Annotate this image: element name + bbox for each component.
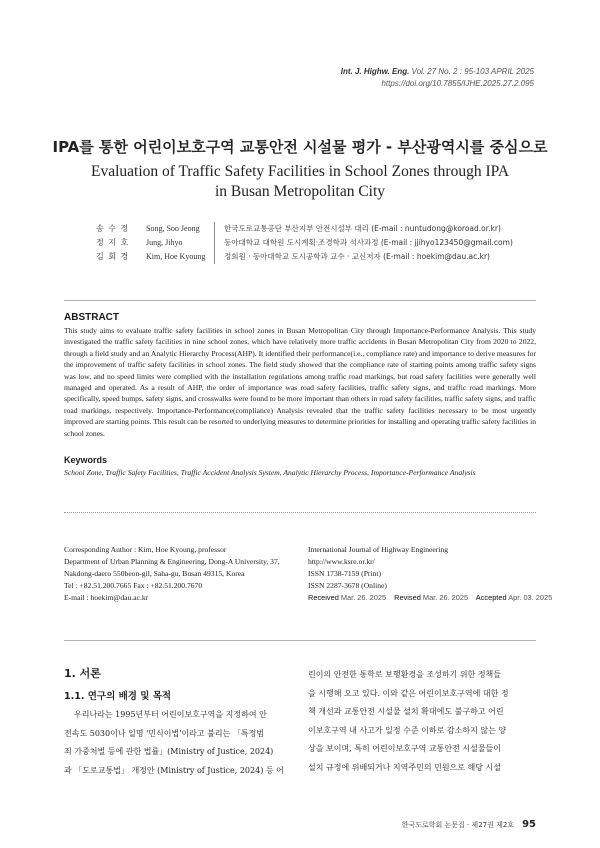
page-number: 95 xyxy=(522,819,536,830)
received-date: Mar. 26. 2025 xyxy=(340,593,387,602)
author-affiliation: 동아대학교 대학원 도시계획·조경학과 석사과정 (E-mail : jjihyo123450@gmail.com) xyxy=(224,238,513,247)
body-top-rule xyxy=(64,640,536,641)
publication-info xyxy=(308,544,558,604)
pub-url[interactable]: http://www.ksre.or.kr/ xyxy=(308,557,375,566)
abstract-top-rule xyxy=(64,300,536,301)
author-name-en: Jung, Jihyo xyxy=(146,238,183,247)
keywords-bottom-rule xyxy=(64,512,536,513)
corr-line: Nakdong-daero 550beon-gil, Saha-gu, Busan 49315, Korea xyxy=(64,569,245,578)
author-row xyxy=(96,222,513,236)
author-divider xyxy=(214,250,224,264)
accepted-label: Accepted xyxy=(475,593,507,602)
body-line: 책 개선과 교통안전 시설물 설치 확대에도 불구하고 어린 xyxy=(308,707,504,716)
body-line: 과 「도로교통법」 개정안 (Ministry of Justice, 2024) 등 어 xyxy=(64,765,284,775)
pub-issn-print: ISSN 1738-7159 (Print) xyxy=(308,569,381,578)
body-line: 우리나라는 1995년부터 어린이보호구역을 지정하여 안 xyxy=(74,710,267,719)
author-row xyxy=(96,236,513,250)
author-list xyxy=(96,222,513,264)
keywords-text: School Zone, Traffic Safety Facilities, Traffic Accident Analysis System, Analytic Hierarchy Process, Importance-Performance Analysis xyxy=(64,468,476,477)
corr-line: Tel : +82.51.200.7665 Fax : +82.51.200.7670 xyxy=(64,581,203,590)
revised-label: Revised xyxy=(394,593,421,602)
journal-name: Int. J. Highw. Eng. xyxy=(340,67,410,76)
footer-journal-issue: 한국도로학회 논문집 · 제27권 제2호 xyxy=(401,821,515,829)
author-divider xyxy=(214,222,224,236)
abstract-text: This study aims to evaluate traffic safety facilities in school zones in Busan Metropolitan City through Importance-Performance Analysis. This study investigated the traffic safety facilities in nine school zones, which have relatively more traffic accidents in Busan Metropolitan City from 2020 to 2022, through a field study and an Analytic Hierarchy Process(AHP). It identified their performance(i.e., compliance rate) and importance to derive measures for the improvement of traffic safety facilities in school zones. The field study showed that the compliance rate of starting points among traffic safety signs was low, and no speed limits were complied with the installation regulations among traffic road markings, but road safety facilities were generally well managed and operated. As a result of AHP, the order of importance was road safety facilities, traffic safety signs, and traffic road markings. More specifically, speed bumps, safety signs, and crosswalks were found to be more important than others in road safety facilities, traffic safety signs, and traffic road markings, respectively. Importance-Performance(compliance) Analysis revealed that the traffic safety facilities necessary to be most urgently improved are starting points. This result can be resorted to underlying measures to determine priorities for installing and operating traffic safety facilities in school zones. xyxy=(64,326,536,438)
revised-date: Mar. 26. 2025 xyxy=(422,593,469,602)
abstract-heading: ABSTRACT xyxy=(64,312,119,323)
title-english xyxy=(60,162,540,202)
keywords-heading: Keywords xyxy=(64,455,108,465)
journal-doi[interactable]: https://doi.org/10.7855/IJHE.2025.27.2.095 xyxy=(381,79,534,88)
author-divider xyxy=(214,236,224,250)
author-name-en: Song, Soo Jeong xyxy=(146,224,200,233)
author-name-en: Kim, Hoe Kyoung xyxy=(146,252,206,261)
author-name-ko: 김 회 경 xyxy=(96,252,130,261)
author-row xyxy=(96,250,513,264)
title-korean: IPA를 통한 어린이보호구역 교통안전 시설물 평가 - 부산광역시를 중심으로 xyxy=(52,138,548,156)
body-line: 전속도 5030이나 일명 '민식이법'이라고 불리는 「특정범 xyxy=(64,728,265,738)
accepted-date: Apr. 03. 2025 xyxy=(508,593,553,602)
pub-journal: International Journal of Highway Engineering xyxy=(308,545,449,554)
section-heading: 1. 서론 xyxy=(64,667,101,680)
article-dates xyxy=(308,592,558,604)
pub-issn-online: ISSN 2287-3678 (Online) xyxy=(308,581,387,590)
corr-line: Corresponding Author : Kim, Hoe Kyoung, professor xyxy=(64,545,227,554)
body-column-left xyxy=(64,706,284,780)
body-line: 린이의 안전한 통학로 보행환경을 조성하기 위한 정책들 xyxy=(308,670,501,679)
body-line: 이보호구역 내 사고가 일정 수준 이하로 감소하지 않는 양 xyxy=(308,725,507,735)
author-name-ko: 정 지 호 xyxy=(96,238,130,247)
corresponding-author-info xyxy=(64,544,280,604)
author-name-ko: 송 수 정 xyxy=(96,224,130,233)
body-line: 설치 규정에 위배되거나 지역주민의 민원으로 해당 시설 xyxy=(308,762,501,772)
body-line: 죄 가중처벌 등에 관한 법률」(Ministry of Justice, 2024) xyxy=(64,747,274,756)
author-affiliation: 한국도로교통공단 부산지부 안전시설부 대리 (E-mail : nuntudong@koroad.or.kr) xyxy=(224,224,501,233)
page-footer xyxy=(402,819,536,830)
journal-reference xyxy=(341,66,534,90)
corr-email: E-mail : hoekim@dau.ac.kr xyxy=(64,593,149,602)
subsection-heading: 1.1. 연구의 배경 및 목적 xyxy=(64,691,172,702)
title-english-line1: Evaluation of Traffic Safety Facilities in School Zones through IPA xyxy=(90,163,510,180)
journal-citation: Vol. 27 No. 2 : 95-103 APRIL 2025 xyxy=(411,67,534,76)
corr-line: Department of Urban Planning & Engineering, Dong-A University, 37, xyxy=(64,557,280,566)
title-english-line2: in Busan Metropolitan City xyxy=(214,183,386,200)
body-line: 을 시행해 오고 있다. 이와 같은 어린이보호구역에 대한 정 xyxy=(308,688,509,698)
body-column-right xyxy=(308,666,536,777)
body-line: 상을 보이며, 특히 어린이보호구역 교통안전 시설물들이 xyxy=(308,744,501,753)
received-label: Received xyxy=(308,593,339,602)
author-affiliation: 정회원 · 동아대학교 도시공학과 교수 · 교신저자 (E-mail : hoekim@dau.ac.kr) xyxy=(224,252,490,261)
